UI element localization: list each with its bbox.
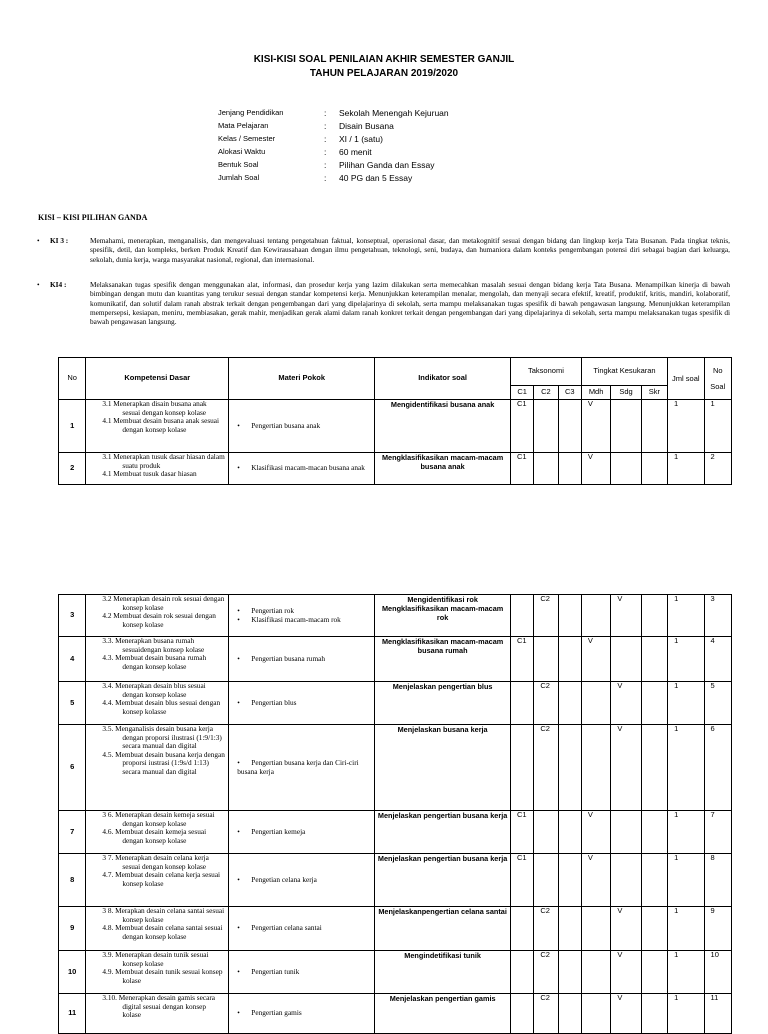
cell-c2: C2 — [534, 994, 558, 1034]
cell-mdh: V — [581, 637, 610, 682]
cell-sdg: V — [611, 682, 641, 725]
doc-title-line1: KISI-KISI SOAL PENILAIAN AKHIR SEMESTER GANJIL — [253, 54, 515, 65]
cell-c2: C2 — [534, 951, 558, 994]
cell-mdh: V — [581, 854, 610, 907]
kd-item: 4.4. Membuat desain blus sesuai dengan konsep kolasse — [102, 698, 221, 716]
cell-no: 11 — [59, 994, 86, 1034]
meta-colon: : — [324, 121, 327, 131]
kd-item: 4.1 Membuat tusuk dasar hiasan — [102, 469, 197, 479]
cell-c2: C2 — [534, 595, 558, 637]
cell-c1: C1 — [511, 811, 534, 854]
cell-c2 — [534, 811, 558, 854]
cell-indikator: Menjelaskan pengertian busana kerja — [375, 854, 511, 907]
col-indikator: Indikator soal — [375, 358, 511, 400]
cell-mdh — [581, 907, 610, 951]
materi-item: • Pengertian rok — [231, 607, 372, 616]
cell-c1: C1 — [511, 637, 534, 682]
materi-item: • Pengertian kemeja — [231, 828, 372, 837]
kd-item: 3 8. Merapkan desain celana santai sesuai konsep kolase — [102, 906, 225, 924]
table-row — [59, 854, 732, 907]
kd-item: 4.8. Membuat desain celana santai sesuai dengan konsep kolase — [102, 923, 223, 941]
cell-c2: C2 — [534, 682, 558, 725]
cell-jml: 1 — [668, 595, 704, 637]
cell-kd — [86, 811, 229, 854]
cell-c1 — [511, 994, 534, 1034]
cell-c1 — [511, 682, 534, 725]
cell-materi — [229, 811, 375, 854]
meta-key: Kelas / Semester — [218, 134, 276, 143]
cell-c1 — [511, 595, 534, 637]
cell-skr — [641, 907, 667, 951]
kd-item: 4.5. Membuat desain busana kerja dengan proporsi iustrasi (1:9s/d 1:13) secara manual dan digital — [102, 749, 225, 776]
table-row — [59, 994, 732, 1034]
cell-c1: C1 — [510, 453, 533, 485]
cell-indikator: Menjelaskanpengertian celana santai — [375, 907, 511, 951]
cell-sdg — [611, 637, 641, 682]
kisi-table-page2 — [58, 594, 732, 1034]
cell-nosoal: 9 — [704, 907, 731, 951]
cell-jml: 1 — [668, 907, 704, 951]
col-taksonomi: Taksonomi — [510, 358, 581, 386]
cell-indikator: Mengklasifikasikan macam-macam busana rumah — [375, 637, 511, 682]
col-no: No — [59, 358, 86, 400]
cell-nosoal: 6 — [704, 725, 731, 811]
col-kd: Kompetensi Dasar — [86, 358, 229, 400]
kd-item: 4.1 Membuat desain busana anak sesuai dengan konsep kolase — [102, 416, 220, 434]
cell-sdg: V — [611, 951, 641, 994]
cell-no: 8 — [59, 854, 86, 907]
kd-item: 3.9. Menerapkan desain tunik sesuai konsep kolase — [102, 950, 209, 968]
cell-materi — [229, 854, 375, 907]
meta-colon: : — [324, 108, 327, 118]
table-row — [59, 725, 732, 811]
cell-indikator: Menjelaskan pengertian blus — [375, 682, 511, 725]
cell-nosoal: 11 — [704, 994, 731, 1034]
col-skr: Skr — [641, 386, 667, 400]
cell-jml: 1 — [668, 400, 704, 453]
meta-value: 40 PG dan 5 Essay — [339, 173, 413, 183]
cell-jml: 1 — [668, 453, 704, 485]
cell-sdg — [611, 453, 641, 485]
cell-no: 5 — [59, 682, 86, 725]
cell-materi — [229, 994, 375, 1034]
bullet: • — [37, 236, 40, 245]
cell-jml: 1 — [668, 682, 704, 725]
cell-c3 — [558, 453, 581, 485]
cell-mdh: V — [581, 453, 610, 485]
cell-indikator: Menjelaskan pengertian busana kerja — [375, 811, 511, 854]
cell-nosoal: 7 — [704, 811, 731, 854]
cell-c3 — [558, 907, 581, 951]
cell-c2 — [534, 854, 558, 907]
cell-c3 — [558, 400, 581, 453]
cell-nosoal: 1 — [704, 400, 731, 453]
cell-nosoal: 10 — [704, 951, 731, 994]
ki-text: Melaksanakan tugas spesifik dengan menggunakan alat, informasi, dan prosedur kerja yang lazim dilakukan serta memecahkan masalah sesuai dengan bidang kerja Tata Busana. Menampilkan kinerja di bawah bimbingan dengan mutu dan kuantitas yang terukur sesuai dengan standar kompetensi kerja. Menunjukkan keterampilan menalar, mengolah, dan menyaji secara efektif, kreatif, produktif, kritis, mandiri, kolaboratif, komunikatif, dan solutif dalam ranah abstrak terkait dengan pengembangan dari yang dipelajarinya di sekolah, serta mampu melaksanakan tugas spesifik di bawah pengawasan langsung. Menunjukkan keterampilan mempersepsi, kesiapan, meniru, membiasakan, gerak mahir, menjadikan gerak alami dalam ranah konkret terkait dengan pengembangan dari yang dipelajarinya di sekolah, serta mampu melaksanakan tugas spesifik di bawah pengawasan langsung. — [90, 280, 730, 327]
cell-no: 9 — [59, 907, 86, 951]
cell-jml: 1 — [668, 725, 704, 811]
col-mdh: Mdh — [581, 386, 610, 400]
cell-sdg — [611, 400, 641, 453]
cell-materi — [229, 453, 375, 485]
materi-item: • Pengertian gamis — [231, 1009, 372, 1018]
cell-mdh — [581, 595, 610, 637]
cell-jml: 1 — [668, 854, 704, 907]
ki-label: KI 3 : — [50, 236, 69, 245]
cell-kd — [86, 682, 229, 725]
cell-c3 — [558, 682, 581, 725]
cell-c2 — [534, 637, 558, 682]
cell-c1 — [511, 907, 534, 951]
kd-item: 4.9. Membuat desain tunik sesuai konsep kolase — [102, 967, 223, 985]
col-sdg: Sdg — [611, 386, 641, 400]
cell-kd — [86, 637, 229, 682]
col-materi: Materi Pokok — [229, 358, 375, 400]
cell-skr — [641, 811, 667, 854]
cell-no: 1 — [59, 400, 86, 453]
cell-kd — [86, 400, 229, 453]
cell-mdh — [581, 994, 610, 1034]
cell-c2: C2 — [534, 725, 558, 811]
cell-c3 — [558, 854, 581, 907]
table-row — [59, 951, 732, 994]
meta-colon: : — [324, 173, 327, 183]
cell-c3 — [558, 595, 581, 637]
cell-skr — [641, 595, 667, 637]
cell-nosoal: 8 — [704, 854, 731, 907]
kd-item: 3.1 Menerapkan disain busana anak sesuai dengan konsep kolase — [102, 399, 207, 417]
kd-item: 4.2 Membuat desain rok sesuai dengan konsep kolase — [102, 611, 216, 629]
table-row — [59, 811, 732, 854]
meta-colon: : — [324, 160, 327, 170]
cell-c3 — [558, 811, 581, 854]
materi-item: • Pengetian celana kerja — [231, 876, 372, 885]
cell-kd — [86, 595, 229, 637]
cell-nosoal: 3 — [704, 595, 731, 637]
cell-materi — [229, 951, 375, 994]
table-row — [59, 595, 732, 637]
cell-materi — [229, 725, 375, 811]
materi-item: • Pengertian blus — [231, 699, 372, 708]
cell-skr — [641, 400, 667, 453]
cell-c1: C1 — [510, 400, 533, 453]
kd-item: 3.1 Menerapkan tusuk dasar hiasan dalam suatu produk — [102, 452, 225, 470]
cell-materi — [229, 595, 375, 637]
cell-c2: C2 — [534, 907, 558, 951]
cell-sdg — [611, 854, 641, 907]
cell-jml: 1 — [668, 637, 704, 682]
cell-mdh: V — [581, 400, 610, 453]
materi-item: • Pengertian busana anak — [231, 422, 372, 431]
materi-item: • Pengertian busana rumah — [231, 655, 372, 664]
meta-value: Pilihan Ganda dan Essay — [339, 160, 435, 170]
cell-no: 2 — [59, 453, 86, 485]
table-row — [59, 637, 732, 682]
meta-key: Alokasi Waktu — [218, 147, 266, 156]
col-c2: C2 — [534, 386, 558, 400]
cell-jml: 1 — [668, 951, 704, 994]
meta-key: Jumlah Soal — [218, 173, 260, 182]
materi-item: • Klasifikasi macam-macan busana anak — [231, 464, 372, 473]
kd-item: 3.10. Menerapkan desain gamis secara digital sesuai dengan konsep kolase — [102, 993, 216, 1020]
cell-jml: 1 — [668, 994, 704, 1034]
col-nosoal: No Soal — [704, 358, 731, 400]
meta-value: Disain Busana — [339, 121, 394, 131]
ki-text: Memahami, menerapkan, menganalisis, dan mengevaluasi tentang pengetahuan faktual, konseptual, operasional dasar, dan metakognitif sesuai dengan bidang dan lingkup kerja Tata Busanan. Pada tingkat teknis, spesifik, detil, dan kompleks, berken Produk Kreatif dan Kewirausahaan dengan ilmu pengetahuan, teknologi, seni, budaya, dan humaniora dalam konteks pengembangan potensi diri sebagai bagian dari keluarga, sekolah, dunia kerja, warga masyarakat nasional, regional, dan internasional. — [90, 236, 730, 264]
cell-sdg — [611, 811, 641, 854]
cell-c2 — [534, 400, 558, 453]
col-tingkat: Tingkat Kesukaran — [581, 358, 667, 386]
cell-kd — [86, 907, 229, 951]
cell-skr — [641, 854, 667, 907]
meta-value: XI / 1 (satu) — [339, 134, 383, 144]
cell-no: 3 — [59, 595, 86, 637]
cell-jml: 1 — [668, 811, 704, 854]
table-row — [59, 400, 732, 453]
ki-label: KI4 : — [50, 280, 67, 289]
cell-c3 — [558, 994, 581, 1034]
cell-c3 — [558, 725, 581, 811]
cell-c1 — [511, 951, 534, 994]
cell-no: 7 — [59, 811, 86, 854]
materi-item: • Pengertian celana santai — [231, 924, 372, 933]
kd-item: 3.4. Menerapkan desain blus sesuai dengan konsep kolase — [102, 681, 206, 699]
cell-sdg: V — [611, 994, 641, 1034]
cell-c3 — [558, 637, 581, 682]
cell-indikator: Mengidentifikasi busana anak — [375, 400, 511, 453]
kd-item: 4.6. Membuat desain kemeja sesuai dengan konsep kolase — [102, 827, 207, 845]
cell-materi — [229, 400, 375, 453]
cell-skr — [641, 951, 667, 994]
table-row — [59, 453, 732, 485]
cell-mdh — [581, 682, 610, 725]
table-row — [59, 907, 732, 951]
cell-kd — [86, 453, 229, 485]
col-c1: C1 — [510, 386, 533, 400]
cell-no: 10 — [59, 951, 86, 994]
cell-c1 — [511, 725, 534, 811]
cell-materi — [229, 907, 375, 951]
col-jml: Jml soal — [668, 358, 704, 400]
cell-materi — [229, 637, 375, 682]
cell-c3 — [558, 951, 581, 994]
cell-indikator: Menjelaskan pengertian gamis — [375, 994, 511, 1034]
cell-no: 4 — [59, 637, 86, 682]
cell-nosoal: 4 — [704, 637, 731, 682]
materi-item: • Pengertian tunik — [231, 968, 372, 977]
meta-value: Sekolah Menengah Kejuruan — [339, 108, 449, 118]
cell-sdg: V — [611, 595, 641, 637]
kd-item: 3.3. Menerapkan busana rumah sesuaidengan konsep kolase — [102, 636, 205, 654]
table-row — [59, 682, 732, 725]
section-title: KISI – KISI PILIHAN GANDA — [38, 213, 148, 222]
doc-title-line2: TAHUN PELAJARAN 2019/2020 — [309, 68, 459, 79]
cell-indikator: Mengklasifikasikan macam-macam busana anak — [375, 453, 511, 485]
cell-mdh: V — [581, 811, 610, 854]
cell-skr — [641, 453, 667, 485]
meta-key: Jenjang Pendidikan — [218, 108, 284, 117]
cell-kd — [86, 994, 229, 1034]
cell-mdh — [581, 725, 610, 811]
cell-kd — [86, 725, 229, 811]
cell-mdh — [581, 951, 610, 994]
cell-c1: C1 — [511, 854, 534, 907]
meta-key: Bentuk Soal — [218, 160, 259, 169]
cell-indikator: Menjelaskan busana kerja — [375, 725, 511, 811]
kd-item: 4.7. Membuat desain celana kerja sesuai konsep kolase — [102, 870, 221, 888]
col-c3: C3 — [558, 386, 581, 400]
cell-skr — [641, 994, 667, 1034]
cell-skr — [641, 637, 667, 682]
cell-no: 6 — [59, 725, 86, 811]
cell-sdg: V — [611, 907, 641, 951]
kd-item: 3 6. Menerapkan desain kemeja sesuai dengan konsep kolase — [102, 810, 215, 828]
kisi-table-page1 — [58, 357, 732, 485]
cell-sdg: V — [611, 725, 641, 811]
cell-nosoal: 2 — [704, 453, 731, 485]
cell-indikator: Mengindetifikasi tunik — [375, 951, 511, 994]
kd-item: 3.2 Menerapkan desain rok sesuai dengan konsep kolase — [102, 594, 225, 612]
cell-indikator: Mengidentifikasi rok Mengklasifikasikan macam-macam rok — [375, 595, 511, 637]
cell-c2 — [534, 453, 558, 485]
cell-skr — [641, 682, 667, 725]
kd-item: 3.5. Menganalisis desain busana kerja dengan proporsi ilustrasi (1:9/1:3) secara manual dan digital — [102, 724, 222, 751]
meta-colon: : — [324, 134, 327, 144]
kd-item: 3 7. Menerapkan desain celana kerja sesuai dengan konsep kolase — [102, 853, 209, 871]
meta-colon: : — [324, 147, 327, 157]
materi-item: • Pengertian busana kerja dan Ciri-ciri busana kerja — [231, 759, 372, 776]
materi-item: • Klasifikasi macam-macam rok — [231, 616, 372, 625]
cell-materi — [229, 682, 375, 725]
cell-kd — [86, 854, 229, 907]
kd-item: 4.3. Membuat desain busana rumah dengan konsep kolase — [102, 653, 207, 671]
cell-nosoal: 5 — [704, 682, 731, 725]
cell-skr — [641, 725, 667, 811]
meta-key: Mata Pelajaran — [218, 121, 269, 130]
cell-kd — [86, 951, 229, 994]
bullet: • — [37, 280, 40, 289]
meta-value: 60 menit — [339, 147, 372, 157]
